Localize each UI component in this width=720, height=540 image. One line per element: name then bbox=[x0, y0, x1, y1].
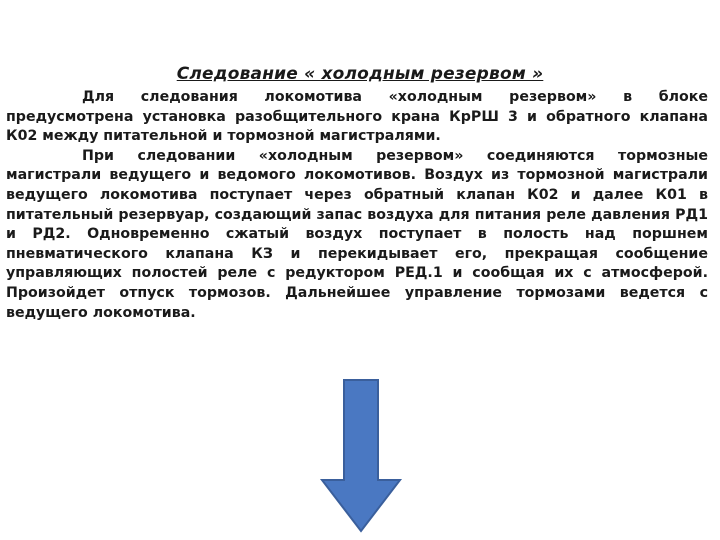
paragraph-2: При следовании «холодным резервом» соединяются тормозные магистрали ведущего и ведомого локомотивов. Воздух из тормозной магистрали ведущего локомотива поступает через обратный клапан К02 и далее К01 в питательный резервуар, создающий запас воздуха для питания реле давления РД1 и РД2. Одновременно сжатый воздух поступает в полость над поршнем пневматического клапана КЗ и перекидывает его, прекращая сообщение управляющих полостей реле с редуктором РЕД.1 и сообщая их с атмосферой. Произойдет отпуск тормозов. Дальнейшее управление тормозами ведется с ведущего локомотива. bbox=[6, 147, 708, 321]
slide-title: Следование « холодным резервом » bbox=[176, 64, 544, 84]
paragraph-1: Для следования локомотива «холодным резервом» в блоке предусмотрена установка разобщительного крана КрРШ 3 и обратного клапана К02 между питательной и тормозной магистралями. bbox=[6, 89, 708, 145]
arrow-down-icon bbox=[316, 378, 406, 534]
slide-body bbox=[6, 88, 708, 323]
